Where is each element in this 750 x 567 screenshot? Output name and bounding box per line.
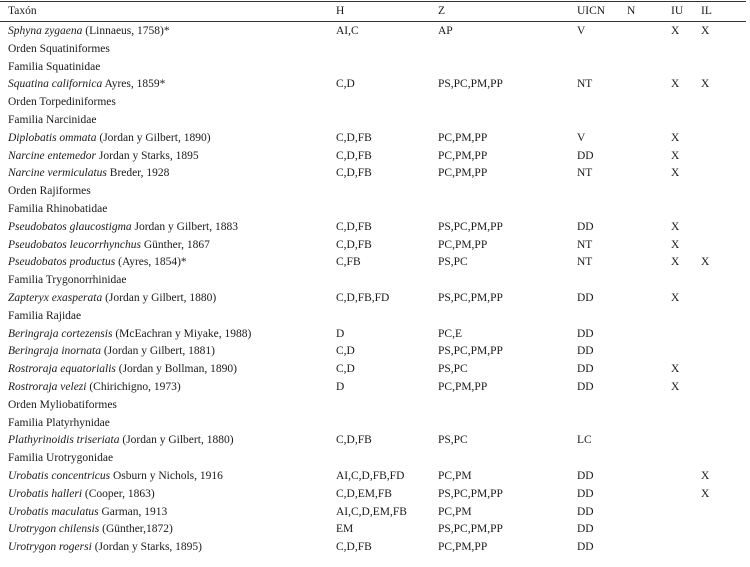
species-author: (Jordan y Starks, 1895) — [91, 541, 203, 554]
uicn-status-cell: DD — [577, 363, 594, 376]
species-author: (Linnaeus, 1758)* — [82, 25, 170, 37]
header-il: IL — [701, 5, 712, 17]
taxon-cell — [8, 361, 237, 379]
iu-cell: X — [671, 167, 680, 180]
taxon-cell — [8, 343, 215, 361]
species-name: Rostroraja equatorialis — [8, 363, 116, 376]
table-group-row — [0, 112, 746, 130]
taxon-cell — [8, 468, 223, 486]
zone-cell: PC,PM,PP — [438, 380, 488, 393]
species-name: Urobatis maculatus — [8, 505, 99, 518]
habitat-cell: AI,C — [336, 25, 359, 37]
species-author: Ayres, 1859* — [102, 78, 166, 91]
table-group-row — [0, 272, 746, 290]
zone-cell: PC,PM,PP — [438, 541, 488, 554]
header-h: H — [336, 5, 345, 17]
iu-cell: X — [671, 131, 680, 144]
taxon-cell: Orden Rajiformes — [8, 185, 91, 198]
zone-cell: PS,PC — [438, 256, 468, 269]
zone-cell: PC,E — [438, 327, 462, 340]
zone-cell: AP — [438, 25, 453, 37]
table-group-row — [0, 450, 746, 468]
iu-cell: X — [671, 149, 680, 162]
uicn-status-cell: DD — [577, 487, 594, 500]
il-cell: X — [701, 78, 710, 91]
species-name: Beringraja cortezensis — [8, 327, 113, 340]
table-row — [0, 361, 746, 379]
habitat-cell: D — [336, 327, 345, 340]
table-row — [0, 237, 746, 255]
habitat-cell: C,D,FB — [336, 131, 372, 144]
header-uicn: UICN — [577, 5, 606, 17]
species-name: Urotrygon chilensis — [8, 523, 100, 536]
iu-cell: X — [671, 238, 680, 251]
table-group-row — [0, 59, 746, 77]
species-name: Beringraja inornata — [8, 345, 101, 358]
species-author: (Ayres, 1854)* — [115, 256, 187, 269]
species-author: (Jordan y Gilbert, 1890) — [96, 131, 211, 144]
table-row — [0, 539, 746, 557]
species-author: Jordan y Starks, 1895 — [96, 149, 199, 162]
species-name: Zapteryx exasperata — [8, 291, 103, 304]
taxon-cell — [8, 521, 173, 539]
taxon-cell: Familia Narcinidae — [8, 113, 97, 126]
iu-cell: X — [671, 78, 680, 91]
zone-cell: PC,PM,PP — [438, 167, 488, 180]
habitat-cell: AI,C,D,FB,FD — [336, 469, 405, 482]
habitat-cell: C,D,FB,FD — [336, 291, 390, 304]
species-name: Urotrygon rogersi — [8, 541, 92, 554]
species-name: Pseudobatos leucorrhynchus — [8, 238, 141, 251]
uicn-status-cell: LC — [577, 434, 592, 447]
species-author: (Jordan y Bollman, 1890) — [115, 363, 237, 376]
zone-cell: PS,PC,PM,PP — [438, 78, 503, 91]
taxon-cell: Familia Squatinidae — [8, 60, 101, 73]
table-group-row — [0, 201, 746, 219]
zone-cell: PC,PM — [438, 469, 472, 482]
habitat-cell: C,D,FB — [336, 167, 372, 180]
species-name: Narcine entemedor — [8, 149, 97, 162]
table-row — [0, 290, 746, 308]
uicn-status-cell: DD — [577, 523, 594, 536]
species-name: Urobatis concentricus — [8, 469, 111, 482]
taxon-cell — [8, 23, 170, 41]
species-name: Urobatis halleri — [8, 487, 83, 500]
table-row — [0, 219, 746, 237]
table-group-row — [0, 41, 746, 59]
taxon-cell — [8, 148, 199, 166]
species-name: Squatina californica — [8, 78, 103, 91]
table-row — [0, 130, 746, 148]
il-cell: X — [701, 487, 710, 500]
species-author: Breder, 1928 — [106, 167, 170, 180]
habitat-cell: C,FB — [336, 256, 361, 269]
table-group-row — [0, 94, 746, 112]
species-author: Garman, 1913 — [98, 505, 168, 518]
species-name: Narcine vermiculatus — [8, 167, 107, 180]
iu-cell: X — [671, 291, 680, 304]
iu-cell: X — [671, 25, 680, 37]
table-row — [0, 379, 746, 397]
table-row — [0, 504, 746, 522]
zone-cell: PS,PC,PM,PP — [438, 345, 503, 358]
taxon-cell — [8, 130, 211, 148]
table-group-row — [0, 308, 746, 326]
table-row — [0, 76, 746, 94]
taxon-cell: Orden Myliobatiformes — [8, 398, 117, 411]
table-row — [0, 23, 746, 41]
iu-cell: X — [671, 256, 680, 269]
iu-cell: X — [671, 380, 680, 393]
species-author: Osburn y Nichols, 1916 — [110, 469, 223, 482]
uicn-status-cell: DD — [577, 345, 594, 358]
uicn-status-cell: NT — [577, 238, 593, 251]
species-name: Sphyna zygaena — [8, 25, 83, 37]
taxon-cell: Orden Squatiniformes — [8, 42, 110, 55]
habitat-cell: EM — [336, 523, 354, 536]
header-n: N — [627, 5, 636, 17]
species-author: (Günther,1872) — [99, 523, 173, 536]
taxon-cell — [8, 290, 216, 308]
habitat-cell: C,D,FB — [336, 541, 372, 554]
zone-cell: PS,PC — [438, 434, 468, 447]
table-group-row — [0, 397, 746, 415]
uicn-status-cell: NT — [577, 256, 593, 269]
table-body — [0, 22, 746, 557]
taxon-cell — [8, 379, 181, 397]
uicn-status-cell: NT — [577, 167, 593, 180]
habitat-cell: D — [336, 380, 345, 393]
taxon-cell — [8, 237, 210, 255]
uicn-status-cell: DD — [577, 220, 594, 233]
uicn-status-cell: DD — [577, 505, 594, 518]
table-row — [0, 486, 746, 504]
habitat-cell: C,D,FB — [336, 220, 372, 233]
species-author: Jordan y Gilbert, 1883 — [131, 220, 238, 233]
taxon-cell — [8, 539, 202, 557]
uicn-status-cell: NT — [577, 78, 593, 91]
table-group-row — [0, 183, 746, 201]
species-author: Günther, 1867 — [140, 238, 210, 251]
taxon-cell — [8, 165, 169, 183]
uicn-status-cell: V — [577, 131, 586, 144]
iu-cell: X — [671, 363, 680, 376]
taxon-cell — [8, 486, 155, 504]
taxon-cell: Familia Trygonorrhinidae — [8, 274, 127, 287]
taxon-cell: Familia Platyrhynidae — [8, 416, 110, 429]
uicn-status-cell: DD — [577, 541, 594, 554]
taxon-cell — [8, 326, 251, 344]
zone-cell: PC,PM,PP — [438, 131, 488, 144]
table-header-row — [0, 2, 746, 22]
habitat-cell: C,D — [336, 363, 355, 376]
header-iu: IU — [671, 5, 684, 17]
table-row — [0, 468, 746, 486]
header-z: Z — [438, 5, 446, 17]
species-author: (Jordan y Gilbert, 1880) — [102, 291, 217, 304]
zone-cell: PS,PC,PM,PP — [438, 291, 503, 304]
species-name: Diplobatis ommata — [8, 131, 97, 144]
table-row — [0, 148, 746, 166]
zone-cell: PC,PM,PP — [438, 238, 488, 251]
table-row — [0, 432, 746, 450]
taxon-cell — [8, 254, 187, 272]
taxon-cell: Familia Rhinobatidae — [8, 202, 108, 215]
taxon-cell — [8, 76, 165, 94]
taxon-cell: Familia Urotrygonidae — [8, 452, 114, 465]
taxon-cell — [8, 219, 238, 237]
uicn-status-cell: DD — [577, 380, 594, 393]
habitat-cell: C,D,EM,FB — [336, 487, 392, 500]
header-taxon: Taxón — [8, 5, 37, 17]
habitat-cell: C,D,FB — [336, 434, 372, 447]
habitat-cell: C,D,FB — [336, 238, 372, 251]
taxon-cell — [8, 432, 234, 450]
table-row — [0, 343, 746, 361]
zone-cell: PS,PC,PM,PP — [438, 487, 503, 500]
species-name: Rostroraja velezi — [8, 380, 87, 393]
zone-cell: PC,PM,PP — [438, 149, 488, 162]
habitat-cell: C,D,FB — [336, 149, 372, 162]
uicn-status-cell: DD — [577, 291, 594, 304]
table-row — [0, 521, 746, 539]
habitat-cell: AI,C,D,EM,FB — [336, 505, 407, 518]
species-table — [0, 1, 746, 557]
il-cell: X — [701, 25, 710, 37]
uicn-status-cell: DD — [577, 469, 594, 482]
uicn-status-cell: DD — [577, 149, 594, 162]
table-row — [0, 165, 746, 183]
species-name: Plathyrinoidis triseriata — [8, 434, 120, 447]
zone-cell: PS,PC,PM,PP — [438, 220, 503, 233]
il-cell: X — [701, 469, 710, 482]
table-group-row — [0, 415, 746, 433]
species-name: Pseudobatos productus — [8, 256, 116, 269]
zone-cell: PC,PM — [438, 505, 472, 518]
il-cell: X — [701, 256, 710, 269]
zone-cell: PS,PC,PM,PP — [438, 523, 503, 536]
habitat-cell: C,D — [336, 345, 355, 358]
table-row — [0, 326, 746, 344]
taxon-cell: Familia Rajidae — [8, 309, 82, 322]
iu-cell: X — [671, 220, 680, 233]
zone-cell: PS,PC — [438, 363, 468, 376]
taxon-cell: Orden Torpediniformes — [8, 96, 116, 109]
species-name: Pseudobatos glaucostigma — [8, 220, 132, 233]
species-author: (McEachran y Miyake, 1988) — [112, 327, 252, 340]
table-row — [0, 254, 746, 272]
species-author: (Jordan y Gilbert, 1881) — [100, 345, 215, 358]
species-author: (Cooper, 1863) — [82, 487, 155, 500]
uicn-status-cell: V — [577, 25, 586, 37]
habitat-cell: C,D — [336, 78, 355, 91]
uicn-status-cell: DD — [577, 327, 594, 340]
taxon-cell — [8, 504, 167, 522]
species-author: (Jordan y Gilbert, 1880) — [119, 434, 234, 447]
species-author: (Chirichigno, 1973) — [86, 380, 181, 393]
